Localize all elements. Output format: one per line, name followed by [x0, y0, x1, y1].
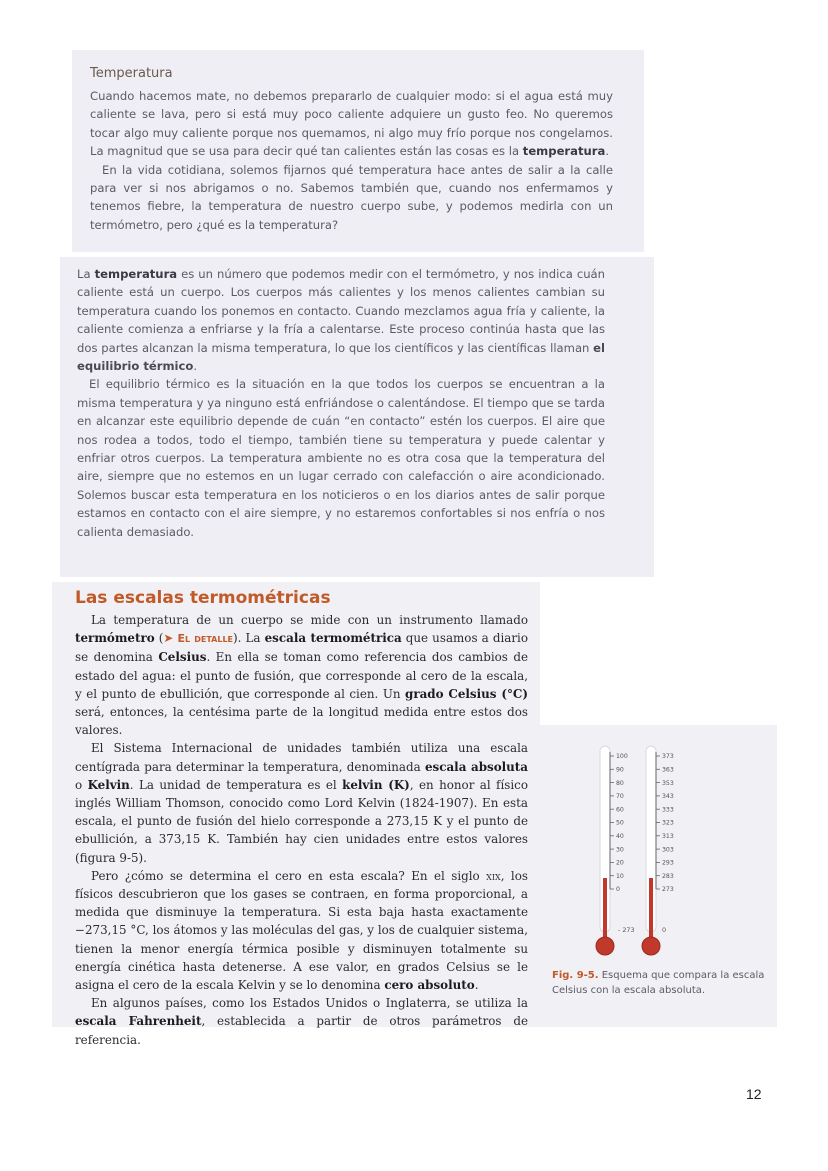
celsius-tick-label: 40: [616, 833, 624, 840]
scales-paragraph-1: La temperatura de un cuerpo se mide con un instrumento llamado termómetro (➤ El detalle). La escala termométrica que usamos a diario se denomina Celsius. En ella se toman como referencia dos cambios de estado del agua: el punto de fusión, que corresponde al cero de la escala, y el punto de ebullición, que corresponde al cien. Un grado Celsius (°C) será, entonces, la centésima parte de la longitud medida entre estos dos valores.: [75, 613, 528, 738]
celsius-tick-label: 10: [616, 872, 624, 880]
explanation-paragraph-2: El equilibrio térmico es la situación en la que todos los cuerpos se encuentran a la misma temperatura y ya ninguno está enfriándose o calentándose. El tiempo que se tarda en alcanzar este equilibrio depende de cuán “en contacto” estén los cuerpos. El aire que nos rodea a todos, todo el tiempo, también tiene su temperatura y puede calentar y enfriar otros cuerpos. La temperatura ambiente no es otra cosa que la temperatura del aire, siempre que no estemos en un lugar cerrado con calefacción o aire acondicionado. Solemos buscar esta temperatura en los noticieros o en los diarios antes de salir porque estamos en contacto con el aire siempre, y no estaremos confortables si nos enfría o nos calienta demasiado.: [77, 377, 605, 539]
explanation-paragraph-1: La temperatura es un número que podemos medir con el termómetro, y nos indica cuán caliente está un cuerpo. Los cuerpos más calientes y los menos calientes cambian su temperatura cuando los ponemos en contacto. Cuando mezclamos agua fría y caliente, la caliente comienza a enfriarse y la fría a calentarse. Este proceso continúa hasta que las dos partes alcanzan la misma temperatura, lo que los científicos y las científicas llaman el equilibrio térmico.: [77, 267, 606, 374]
intro-text: [90, 87, 613, 234]
celsius-bottom-label: - 273: [618, 926, 635, 934]
scales-text: [75, 611, 528, 1049]
kelvin-tick-label: 303: [662, 846, 674, 854]
intro-paragraph-1: Cuando hacemos mate, no debemos prepararlo de cualquier modo: si el agua está muy caliente se lava, pero si está muy poco caliente adquiere un gusto feo. No queremos tocar algo muy caliente porque nos quemamos, ni algo muy frío porque nos congelamos. La magnitud que se usa para decir qué tan calientes están las cosas es la temperatura.: [90, 89, 613, 159]
kelvin-bottom-label: 0: [662, 926, 667, 934]
explanation-text: [77, 265, 605, 541]
section-title: Las escalas termométricas: [75, 588, 331, 608]
scales-paragraph-4: En algunos países, como los Estados Unidos o Inglaterra, se utiliza la escala Fahrenheit, establecida a partir de otros parámetros de referencia.: [75, 996, 528, 1047]
celsius-tick-label: 0: [616, 886, 620, 894]
kelvin-tick-label: 323: [662, 819, 674, 827]
celsius-tick-label: 70: [616, 793, 624, 801]
kelvin-tick-label: 373: [662, 753, 674, 761]
kelvin-tick-label: 283: [662, 872, 674, 880]
kelvin-tick-label: 333: [662, 806, 674, 814]
kelvin-tick-label: 273: [662, 886, 674, 894]
kelvin-tick-label: 293: [662, 859, 674, 867]
thermometers-figure: [588, 740, 674, 970]
page-number: 12: [746, 1086, 762, 1102]
scales-paragraph-3: Pero ¿cómo se determina el cero en esta escala? En el siglo xix, los físicos descubrieron que los gases se contraen, en forma proporcional, a medida que disminuye la temperatura. Si esta baja hasta exactamente −273,15 °C, los átomos y las moléculas del gas, y los de cualquier sistema, tienen la menor energía térmica posible y disminuyen totalmente su energía cinética hasta detenerse. A ese valor, en grados Celsius se le asigna el cero de la escala Kelvin y se lo denomina cero absoluto.: [75, 868, 528, 993]
celsius-thermometer: [596, 746, 635, 955]
intro-paragraph-2: En la vida cotidiana, solemos fijarnos qué temperatura hace antes de salir a la calle para ver si nos abrigamos o no. Sabemos también que, cuando nos enfermamos y tenemos fiebre, la temperatura de nuestro cuerpo sube, y podemos medirla con un termómetro, pero ¿qué es la temperatura?: [90, 162, 613, 232]
celsius-tick-label: 20: [616, 859, 624, 867]
kelvin-tick-label: 363: [662, 766, 674, 774]
celsius-tick-label: 50: [616, 819, 624, 827]
arrow-icon: ➤: [163, 631, 174, 646]
kelvin-tick-label: 353: [662, 779, 674, 787]
kelvin-tick-label: 343: [662, 793, 674, 801]
detail-reference: El detalle: [177, 632, 234, 646]
figure-caption: Fig. 9-5. Esquema que compara la escala Celsius con la escala absoluta.: [552, 970, 765, 996]
celsius-tick-label: 100: [616, 753, 628, 761]
kelvin-tick-label: 313: [662, 833, 674, 840]
scales-paragraph-2: El Sistema Internacional de unidades también utiliza una escala centígrada para determinar la temperatura, denominada escala absoluta o Kelvin. La unidad de temperatura es el kelvin (K), en honor al físico inglés William Thomson, conocido como Lord Kelvin (1824-1907). En esta escala, el punto de fusión del hielo corresponde a 273,15 K y el punto de ebullición, a 373,15 K. También hay cien unidades entre estos valores (figura 9-5).: [75, 741, 528, 865]
panel-notch: [540, 582, 777, 725]
celsius-tick-label: 80: [616, 779, 624, 787]
celsius-tick-label: 30: [616, 846, 624, 854]
celsius-tick-label: 90: [616, 766, 624, 774]
celsius-tick-label: 60: [616, 806, 624, 814]
intro-title: Temperatura: [90, 66, 173, 81]
